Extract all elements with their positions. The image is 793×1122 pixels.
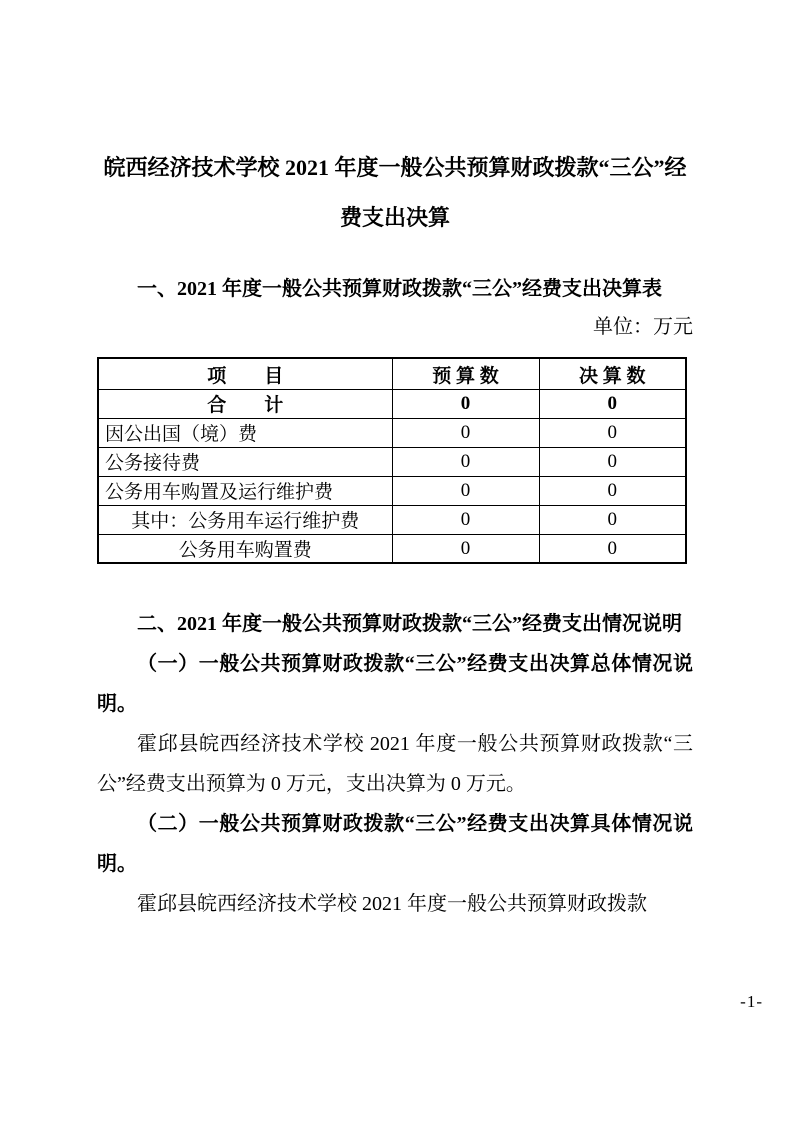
row-budget-value: 0 xyxy=(392,505,539,534)
row-budget-value: 0 xyxy=(392,447,539,476)
row-label: 合 计 xyxy=(98,389,392,418)
table-row-reception xyxy=(98,447,686,476)
table-row-vehicle-operation xyxy=(98,505,686,534)
column-header-budget: 预 算 数 xyxy=(392,358,539,389)
row-final-value: 0 xyxy=(539,418,686,447)
column-header-final: 决 算 数 xyxy=(539,358,686,389)
row-label: 公务用车购置费 xyxy=(98,534,392,563)
row-final-value: 0 xyxy=(539,476,686,505)
row-budget-value: 0 xyxy=(392,534,539,563)
subsection-1-heading: （一）一般公共预算财政拨款“三公”经费支出决算总体情况说明。 xyxy=(97,653,693,716)
table-header-row xyxy=(98,358,686,389)
row-label: 因公出国（境）费 xyxy=(98,418,392,447)
subsection-2-paragraph: 霍邱县皖西经济技术学校 2021 年度一般公共预算财政拨款 xyxy=(137,893,647,916)
row-label: 公务接待费 xyxy=(98,447,392,476)
unit-label: 单位：万元 xyxy=(593,316,693,339)
row-label: 公务用车购置及运行维护费 xyxy=(98,476,392,505)
table-row-vehicle xyxy=(98,476,686,505)
row-final-value: 0 xyxy=(539,447,686,476)
subsection-1-paragraph: 霍邱县皖西经济技术学校 2021 年度一般公共预算财政拨款“三公”经费支出预算为 0 万元，支出决算为 0 万元。 xyxy=(97,733,693,796)
row-final-value: 0 xyxy=(539,534,686,563)
table-row-abroad xyxy=(98,418,686,447)
row-budget-value: 0 xyxy=(392,418,539,447)
table-row-total xyxy=(98,389,686,418)
row-final-value: 0 xyxy=(539,505,686,534)
page-number: -1- xyxy=(740,992,763,1011)
subsection-2-heading: （二）一般公共预算财政拨款“三公”经费支出决算具体情况说明。 xyxy=(97,813,693,876)
row-label: 其中：公务用车运行维护费 xyxy=(98,505,392,534)
section-1-heading: 一、2021 年度一般公共预算财政拨款“三公”经费支出决算表 xyxy=(137,278,662,301)
document-title: 皖西经济技术学校 2021 年度一般公共预算财政拨款“三公”经费支出决算 xyxy=(103,155,687,231)
column-header-item: 项 目 xyxy=(98,358,392,389)
section-2-heading: 二、2021 年度一般公共预算财政拨款“三公”经费支出情况说明 xyxy=(137,613,682,636)
row-budget-value: 0 xyxy=(392,476,539,505)
table-row-vehicle-purchase xyxy=(98,534,686,563)
row-final-value: 0 xyxy=(539,389,686,418)
row-budget-value: 0 xyxy=(392,389,539,418)
expenditure-table xyxy=(97,357,687,564)
